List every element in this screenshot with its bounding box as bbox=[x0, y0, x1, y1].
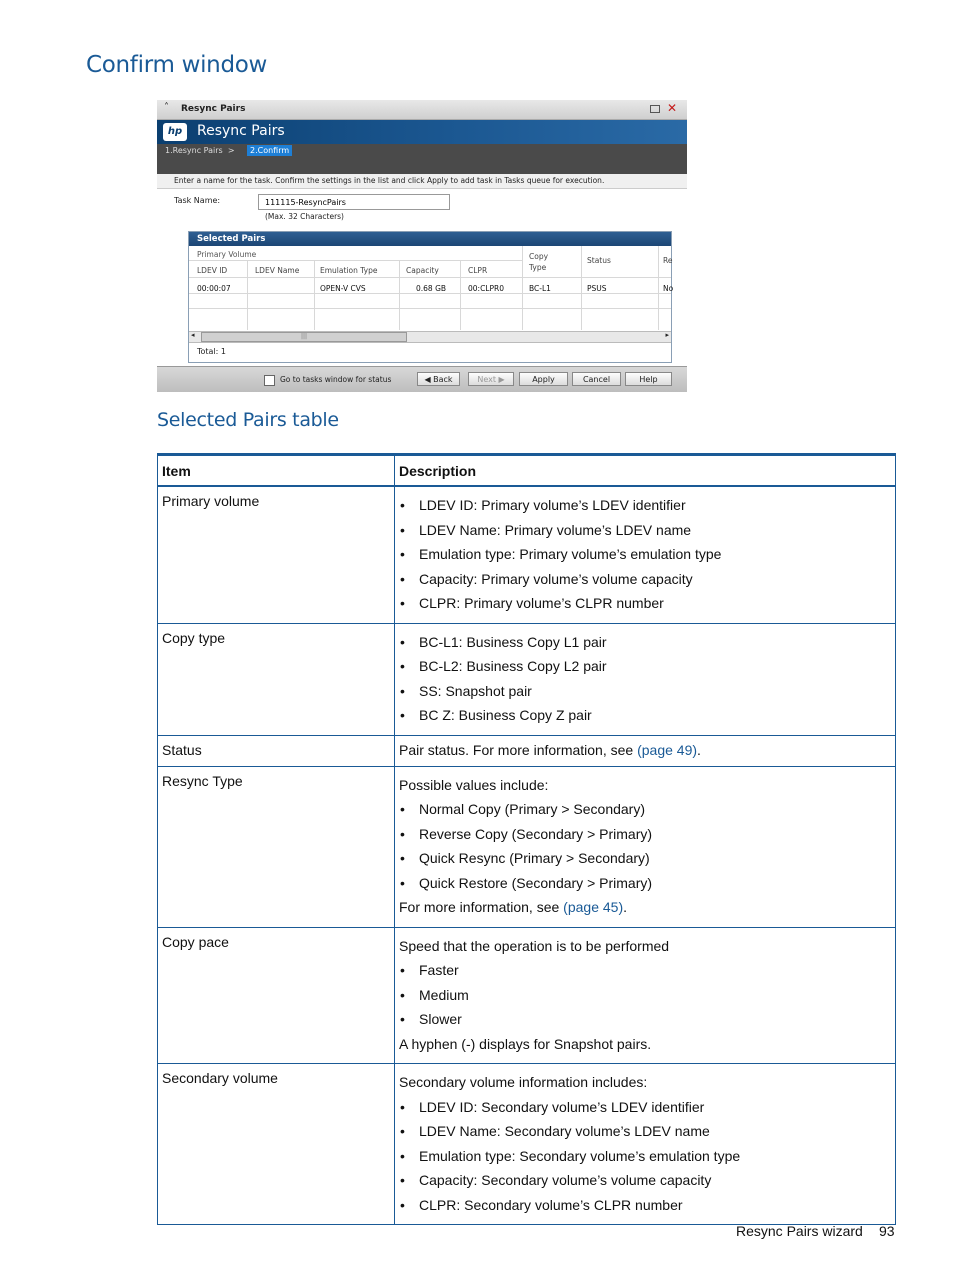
apply-button[interactable]: Apply bbox=[519, 372, 568, 386]
col-resync-type-truncated[interactable]: Re bbox=[663, 256, 673, 265]
header-description: Description bbox=[395, 455, 896, 487]
scroll-left-arrow-icon[interactable]: ◂ bbox=[191, 331, 195, 339]
resync-pairs-window-screenshot bbox=[157, 100, 687, 392]
period: . bbox=[623, 899, 627, 915]
help-button[interactable]: Help bbox=[625, 372, 672, 386]
col-ldev-name[interactable]: LDEV Name bbox=[255, 266, 300, 275]
list-item: • LDEV ID: Primary volume’s LDEV identifier bbox=[419, 493, 891, 518]
maximize-icon[interactable] bbox=[650, 105, 660, 113]
collapse-chevron-icon[interactable]: ˄ bbox=[164, 102, 169, 113]
row-item: Primary volume bbox=[158, 486, 395, 623]
selected-pairs-grid bbox=[189, 246, 674, 330]
cell-status: PSUS bbox=[587, 284, 607, 293]
banner-title: Resync Pairs bbox=[197, 123, 285, 139]
list-item: • Quick Restore (Secondary > Primary) bbox=[419, 871, 891, 896]
intro-text: Possible values include: bbox=[399, 776, 549, 793]
breadcrumb-step-1-label: 1.Resync Pairs bbox=[165, 146, 223, 155]
page-heading: Confirm window bbox=[86, 52, 268, 78]
scroll-right-arrow-icon[interactable]: ▸ bbox=[665, 331, 669, 339]
breadcrumb-separator: > bbox=[227, 146, 235, 155]
list-item: • BC-L1: Business Copy L1 pair bbox=[419, 630, 891, 655]
list-item: • LDEV ID: Secondary volume’s LDEV identifier bbox=[419, 1095, 891, 1120]
task-name-hint: (Max. 32 Characters) bbox=[265, 212, 344, 221]
horizontal-scrollbar[interactable] bbox=[189, 331, 671, 343]
page-footer bbox=[736, 1223, 895, 1239]
table-row bbox=[158, 1064, 896, 1225]
footer-section-title: Resync Pairs wizard bbox=[736, 1223, 863, 1239]
list-item: • Normal Copy (Primary > Secondary) bbox=[419, 797, 891, 822]
instruction-text: Enter a name for the task. Confirm the settings in the list and click Apply to add task in Tasks queue for execution. bbox=[174, 176, 605, 185]
page-49-link[interactable]: (page 49) bbox=[637, 741, 698, 758]
table-row bbox=[158, 735, 896, 766]
row-item: Copy type bbox=[158, 623, 395, 735]
row-item: Resync Type bbox=[158, 766, 395, 927]
list-item: • Capacity: Secondary volume’s volume capacity bbox=[419, 1168, 891, 1193]
next-button[interactable]: Next ▶ bbox=[468, 372, 514, 386]
list-item: • CLPR: Secondary volume’s CLPR number bbox=[419, 1193, 891, 1218]
table-row bbox=[158, 486, 896, 623]
total-count: Total: 1 bbox=[197, 347, 227, 356]
page-number: 93 bbox=[879, 1223, 895, 1239]
list-item: • Reverse Copy (Secondary > Primary) bbox=[419, 822, 891, 847]
col-status[interactable]: Status bbox=[587, 256, 611, 265]
header-item: Item bbox=[158, 455, 395, 487]
row-description bbox=[395, 766, 896, 927]
list-item: • Capacity: Primary volume’s volume capacity bbox=[419, 567, 891, 592]
section-heading: Selected Pairs table bbox=[157, 409, 339, 431]
page-45-link[interactable]: (page 45) bbox=[563, 899, 624, 915]
list-item: • Quick Resync (Primary > Secondary) bbox=[419, 846, 891, 871]
cell-clpr: 00:CLPR0 bbox=[468, 284, 504, 293]
status-description-text: Pair status. For more information, see bbox=[399, 741, 638, 758]
selected-pairs-table bbox=[157, 453, 896, 1225]
cell-resync-type-truncated: No bbox=[663, 284, 674, 293]
panel-title: Selected Pairs bbox=[197, 234, 266, 244]
list-item: • Emulation type: Primary volume’s emulation type bbox=[419, 542, 891, 567]
row-item: Secondary volume bbox=[158, 1064, 395, 1225]
cell-ldev-id: 00:00:07 bbox=[197, 284, 231, 293]
close-icon[interactable]: ✕ bbox=[667, 101, 678, 115]
window-title: Resync Pairs bbox=[181, 104, 246, 114]
breadcrumb-step-2: 2.Confirm bbox=[247, 145, 292, 156]
breadcrumb-step-1[interactable] bbox=[165, 146, 235, 155]
instruction-bar bbox=[157, 174, 687, 189]
list-item: • LDEV Name: Secondary volume’s LDEV name bbox=[419, 1119, 891, 1144]
row-item: Copy pace bbox=[158, 927, 395, 1064]
row-description bbox=[395, 623, 896, 735]
list-item: • LDEV Name: Primary volume’s LDEV name bbox=[419, 518, 891, 543]
window-titlebar bbox=[157, 100, 687, 120]
wizard-breadcrumb bbox=[157, 144, 687, 174]
group-header-primary-volume: Primary Volume bbox=[197, 250, 257, 259]
row-item: Status bbox=[158, 735, 395, 766]
task-name-label: Task Name: bbox=[174, 196, 221, 205]
outro-text: A hyphen (-) displays for Snapshot pairs. bbox=[399, 1035, 652, 1052]
col-emulation-type[interactable]: Emulation Type bbox=[320, 266, 378, 275]
row-description bbox=[395, 486, 896, 623]
col-clpr[interactable]: CLPR bbox=[468, 266, 488, 275]
task-name-input[interactable] bbox=[258, 194, 450, 210]
go-to-tasks-label: Go to tasks window for status bbox=[280, 375, 392, 384]
period: . bbox=[697, 741, 701, 758]
go-to-tasks-checkbox[interactable] bbox=[264, 375, 275, 386]
table-row bbox=[158, 766, 896, 927]
back-button[interactable]: ◀ Back bbox=[417, 372, 460, 386]
outro-text bbox=[399, 895, 891, 920]
wizard-banner bbox=[157, 120, 687, 144]
row-description bbox=[395, 735, 896, 766]
cell-capacity: 0.68 GB bbox=[416, 284, 447, 293]
list-item: • Faster bbox=[419, 958, 891, 983]
list-item: • SS: Snapshot pair bbox=[419, 679, 891, 704]
col-copy-type[interactable]: Copy Type bbox=[529, 252, 549, 272]
panel-header bbox=[189, 232, 671, 246]
cell-emulation-type: OPEN-V CVS bbox=[320, 284, 366, 293]
cancel-button[interactable]: Cancel bbox=[572, 372, 621, 386]
cell-copy-type: BC-L1 bbox=[529, 284, 551, 293]
outro-pre: For more information, see bbox=[399, 899, 564, 915]
table-row bbox=[158, 927, 896, 1064]
hp-logo: hp bbox=[163, 123, 187, 141]
col-capacity[interactable]: Capacity bbox=[406, 266, 439, 275]
row-description bbox=[395, 1064, 896, 1225]
row-description bbox=[395, 927, 896, 1064]
list-item: • Slower bbox=[419, 1007, 891, 1032]
table-row bbox=[158, 623, 896, 735]
wizard-button-bar bbox=[157, 366, 687, 392]
list-item: • Medium bbox=[419, 983, 891, 1008]
intro-text: Secondary volume information includes: bbox=[399, 1074, 648, 1090]
list-item: • BC-L2: Business Copy L2 pair bbox=[419, 654, 891, 679]
list-item: • BC Z: Business Copy Z pair bbox=[419, 703, 891, 728]
intro-text: Speed that the operation is to be performed bbox=[399, 937, 670, 954]
list-item: • Emulation type: Secondary volume’s emulation type bbox=[419, 1144, 891, 1169]
list-item: • CLPR: Primary volume’s CLPR number bbox=[419, 591, 891, 616]
col-ldev-id[interactable]: LDEV ID bbox=[197, 266, 228, 275]
scroll-thumb[interactable]: ||| bbox=[201, 332, 407, 342]
selected-pairs-panel bbox=[188, 231, 672, 363]
